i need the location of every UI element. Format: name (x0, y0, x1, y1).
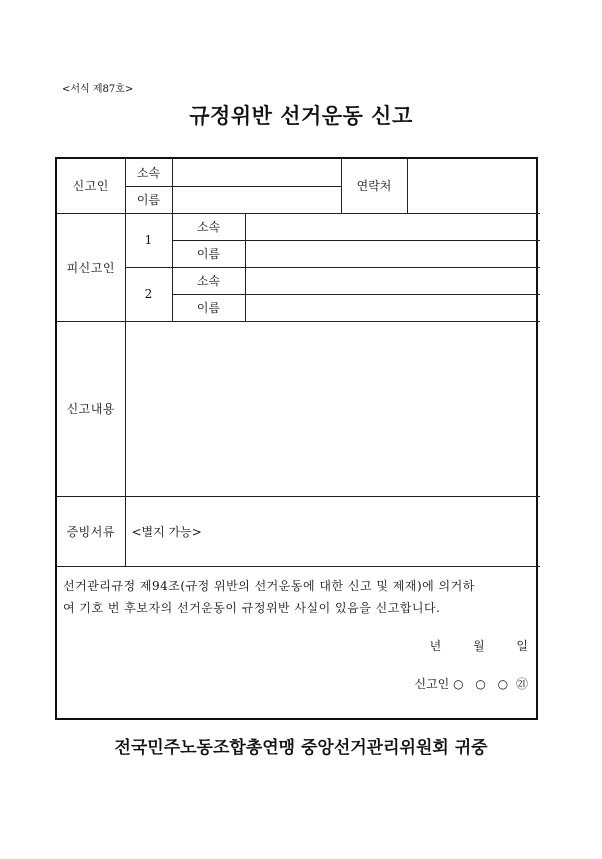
reporter-contact-label: 연락처 (341, 159, 407, 213)
reported-2-number: 2 (125, 267, 172, 321)
form-frame (55, 157, 538, 720)
reporter-affiliation-field[interactable] (172, 159, 341, 186)
seal-mark: ㉑ (515, 677, 528, 691)
date-day-label: 일 (516, 639, 528, 653)
reported-1-number: 1 (125, 213, 172, 267)
reporter-name-field[interactable] (172, 186, 341, 213)
statement-line-2: 여 기호 번 후보자의 선거운동이 규정위반 사실이 있음을 신고합니다. (63, 600, 441, 615)
report-content-label: 신고내용 (57, 321, 125, 496)
document-title: 규정위반 선거운동 신고 (189, 104, 413, 128)
recipient: 전국민주노동조합총연맹 중앙선거관리위원회 귀중 (114, 738, 488, 758)
reported-1-name-label: 이름 (172, 240, 245, 267)
date-month-label: 월 (472, 639, 485, 653)
reported-label: 피신고인 (57, 213, 125, 321)
date-line (402, 637, 528, 654)
reporter-label: 신고인 (57, 159, 125, 213)
form-table (57, 159, 540, 567)
reporter-contact-field[interactable] (407, 159, 540, 213)
reported-2-name-label: 이름 (172, 294, 245, 321)
report-content-field[interactable] (125, 321, 540, 496)
reported-2-name-field[interactable] (245, 294, 540, 321)
reporter-affiliation-label: 소속 (125, 159, 172, 186)
statement-text (57, 567, 536, 619)
statement-line-1: 선거관리규정 제94조(규정 위반의 선거운동에 대한 신고 및 제재)에 의거하 (63, 578, 475, 593)
reported-2-affiliation-field[interactable] (245, 267, 540, 294)
evidence-value: <별지 가능> (125, 496, 540, 566)
reported-1-affiliation-field[interactable] (245, 213, 540, 240)
signer-label: 신고인 (414, 677, 450, 691)
reported-1-affiliation-label: 소속 (172, 213, 245, 240)
signer-line (415, 675, 529, 692)
reported-1-name-field[interactable] (245, 240, 540, 267)
form-code: <서식 제87호> (62, 84, 134, 95)
reported-2-affiliation-label: 소속 (172, 267, 245, 294)
date-year-label: 년 (429, 639, 442, 653)
evidence-label: 증빙서류 (57, 496, 125, 566)
signer-name-placeholder: ○ ○ ○ (453, 677, 513, 691)
reporter-name-label: 이름 (125, 186, 172, 213)
